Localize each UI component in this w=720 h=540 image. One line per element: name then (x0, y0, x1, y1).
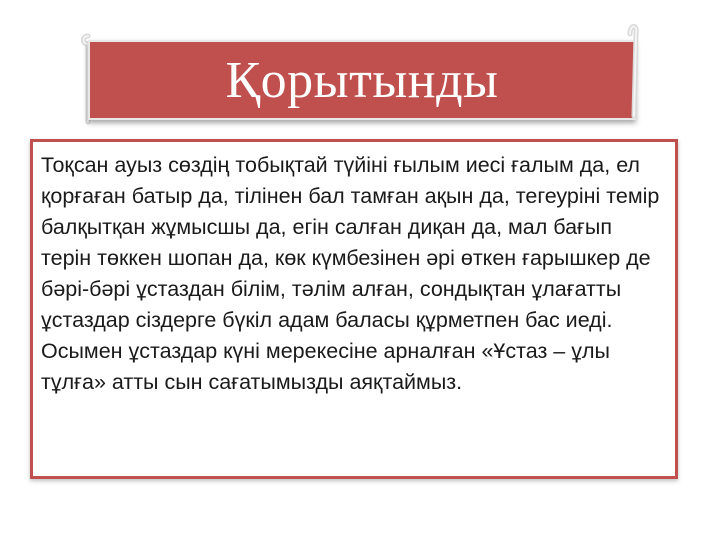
body-paragraph: Тоқсан ауыз сөздің тобықтай түйіні ғылым иесі ғалым да, ел қорғаған батыр да, тілінен бал тамған ақын да, тегеуріні темір балқытқан жұмысшы да, егін салған диқан да, мал бағып терін төккен шопан да, көк күмбезінен әрі өткен ғарышкер де бәрі-бәрі ұстаздан білім, тәлім алған, сондықтан ұлағатты ұстаздар сіздерге бүкіл адам баласы құрметпен бас иеді. Осымен ұстаздар күні мерекесіне арналған «Ұстаз – ұлы тұлға» атты сын сағатымызды аяқтаймыз. (41, 153, 660, 394)
content-box (30, 139, 678, 479)
title-banner-body (88, 40, 636, 120)
scroll-right-curl (624, 20, 640, 120)
slide-title: Қорытынды (225, 52, 499, 109)
title-banner (80, 30, 640, 126)
